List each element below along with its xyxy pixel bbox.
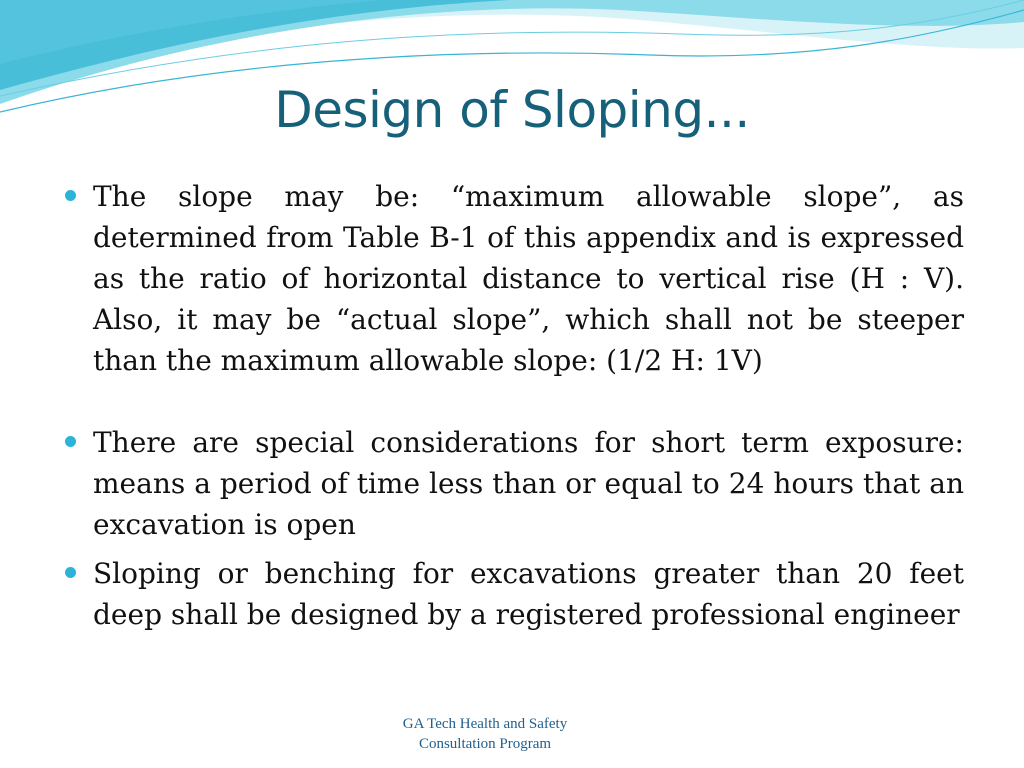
bullet-dot-icon xyxy=(65,436,76,447)
bullet-dot-icon xyxy=(65,190,76,201)
footer-credit xyxy=(385,714,585,754)
bullet-text-professional-engineer: Sloping or benching for excavations greater than 20 feet deep shall be designed by a registered professional engineer xyxy=(93,557,964,631)
footer-line-1: GA Tech Health and Safety xyxy=(402,716,568,732)
bullet-text-short-term-exposure: There are special considerations for short term exposure: means a period of time less than or equal to 24 hours that an excavation is open xyxy=(93,426,964,541)
bullet-item-slope-definition xyxy=(62,176,964,381)
bullet-item-short-term-exposure xyxy=(62,422,964,545)
footer-line-2: Consultation Program xyxy=(418,736,552,752)
slide-title: Design of Sloping... xyxy=(274,81,750,139)
bullet-list xyxy=(62,176,964,635)
bullet-item-professional-engineer xyxy=(62,553,964,635)
bullet-text-slope-definition: The slope may be: “maximum allowable slope”, as determined from Table B-1 of this appendix and is expressed as the ratio of horizontal distance to vertical rise (H : V). Also, it may be “actual slope”, which shall not be steeper than the maximum allowable slope: (1/2 H: 1V) xyxy=(93,180,964,377)
bullet-dot-icon xyxy=(65,567,76,578)
